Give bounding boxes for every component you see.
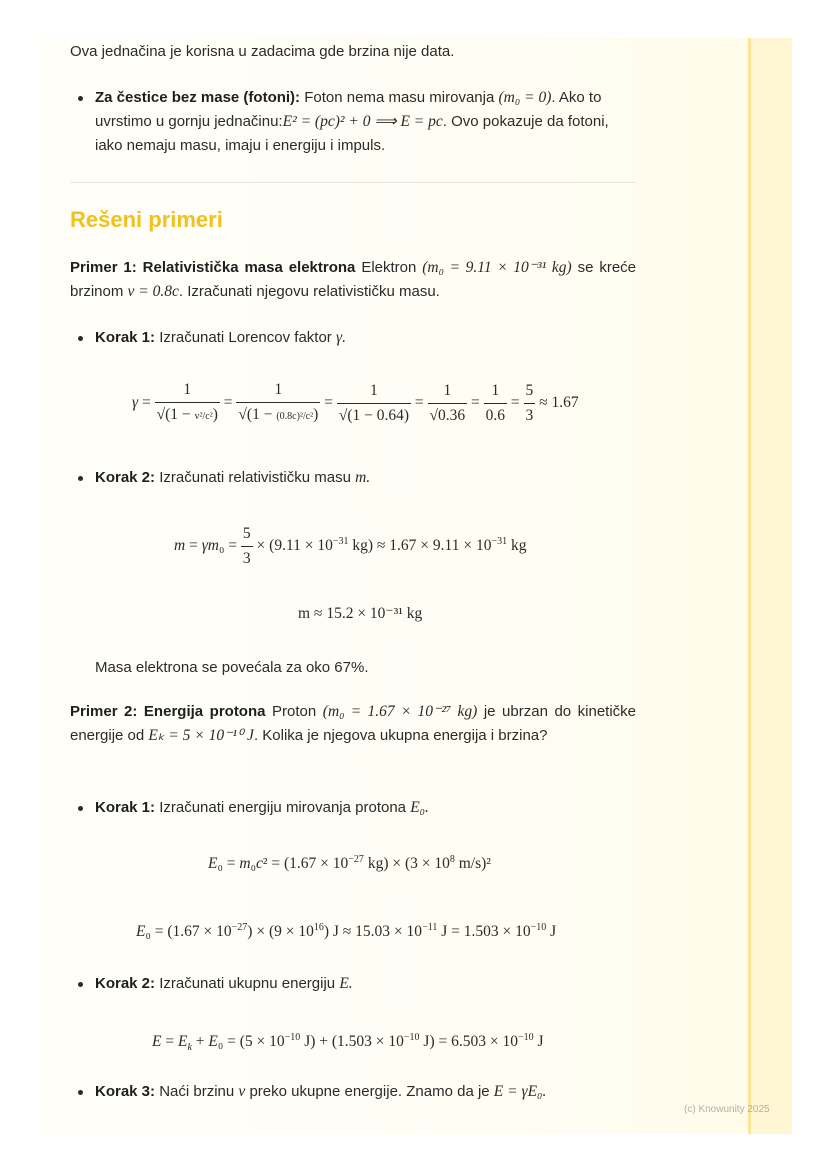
example2-rest-mass: (m₀ = 1.67 × 10⁻²⁷ kg) — [322, 703, 478, 720]
example2-step3-text — [95, 1080, 640, 1104]
example2-title: Primer 2: Energija protona — [70, 703, 266, 720]
step-math-2: E = γE₀. — [493, 1083, 547, 1100]
step-label: Korak 3: — [95, 1083, 156, 1100]
footer-copyright: (c) Knowunity 2025 — [684, 1104, 770, 1115]
example1-conclusion: Masa elektrona se povećala za oko 67%. — [95, 659, 369, 676]
bullet-dot — [78, 96, 83, 101]
example1-step2-text — [95, 466, 640, 490]
example2-kinetic-energy: Eₖ = 5 × 10⁻¹⁰ J — [148, 727, 254, 744]
bullet-photons-text2: . Ako to uvrstimo u gornju jednačinu: — [95, 89, 602, 130]
example1-text2: se kreće brzinom — [70, 259, 637, 300]
total-energy-equation: $E = E_k + E_0 = (5 \times 10^{-10}$ $J) + (1.503 \times 10^{-10}$ $J) = 6.503 \times 10^{-10}$ J — [152, 1032, 544, 1054]
rest-energy-equation: $E_0 = m_0c^2 = (1.67 \times 10^{-27}$ $kg) \times (3 \times 10^8$ m/s)² — [208, 854, 491, 873]
relativistic-mass-equation: m = γm₀ = $\frac{5}{3}$ × ($9.11 \times 10^{-31}$ $kg) \approx 1.67 \times 9.11 \times 10^{-31}$ kg — [174, 522, 526, 571]
example2-step2-text — [95, 972, 640, 996]
photon-energy-math: E² = (pc)² + 0 ⟹ E = pc — [282, 113, 443, 130]
example1-title: Primer 1: Relativistička masa elektrona — [70, 259, 356, 276]
lorentz-factor-equation: γ = $\frac{1}{\text{√(1 − v²/c²)}}$ = $\frac{1}{\text{√(1 − (0.8c)²/c²)}}$ = $\frac{1}{√(1 - 0.64)}$ = $\frac{1}{√0.36}$ = $\frac{1}{0.6}$ = $\frac{5}{3}$ ≈ 1.67 — [132, 378, 579, 429]
step-description: Izračunati Lorencov faktor — [159, 329, 332, 346]
step-description-2: preko ukupne energije. Znamo da je — [249, 1083, 490, 1100]
right-margin-line — [748, 38, 751, 1134]
bullet-photons-text — [95, 86, 640, 158]
intro-line: Ova jednačina je korisna u zadacima gde brzina nije data. — [70, 43, 455, 60]
bullet-photons-text1: Foton nema masu mirovanja — [304, 89, 495, 106]
example1-step1-text — [95, 326, 640, 350]
example2-step1-text — [95, 796, 640, 820]
photon-rest-mass-math: (m₀ = 0) — [498, 89, 552, 106]
step-label: Korak 2: — [95, 975, 156, 992]
bullet-dot — [78, 336, 83, 341]
example1-velocity: v = 0.8c — [127, 283, 179, 300]
example1-text1: Elektron — [361, 259, 417, 276]
right-margin-band — [748, 38, 792, 1134]
example2-text1: Proton — [272, 703, 317, 720]
example1-text3: . Izračunati njegovu relativističku masu. — [178, 283, 440, 300]
step-description: Naći brzinu — [159, 1083, 235, 1100]
bullet-photons-text3: . Ovo pokazuje da fotoni, iako nemaju masu, imaju i energiju i impuls. — [95, 113, 609, 154]
step-description: Izračunati ukupnu energiju — [159, 975, 336, 992]
example2-statement — [70, 700, 636, 748]
step-math: v — [238, 1083, 246, 1100]
bullet-dot — [78, 1090, 83, 1095]
rest-energy-result: $E_0 = (1.67 \times 10^{-27}) \times (9 \times 10^{16})$ $J \approx 15.03 \times 10^{-11}$ $J = 1.503 \times 10^{-10}$ J — [136, 922, 557, 941]
step-label: Korak 2: — [95, 469, 156, 486]
bullet-dot — [78, 476, 83, 481]
step-math: γ. — [335, 329, 346, 346]
bullet-dot — [78, 806, 83, 811]
step-math: E. — [339, 975, 353, 992]
example2-text2: je ubrzan do kinetičke energije od — [70, 703, 637, 744]
step-label: Korak 1: — [95, 329, 156, 346]
step-math: m. — [355, 469, 371, 486]
section-divider — [70, 182, 636, 183]
page-sheet — [40, 38, 792, 1134]
bullet-dot — [78, 982, 83, 987]
step-description: Izračunati energiju mirovanja protona — [159, 799, 407, 816]
relativistic-mass-result: m ≈ 15.2 × 10⁻³¹ kg — [298, 605, 423, 622]
example2-text3: . Kolika je njegova ukupna energija i brzina? — [253, 727, 548, 744]
step-description: Izračunati relativističku masu — [159, 469, 351, 486]
step-math: E₀. — [410, 799, 429, 816]
example1-rest-mass: (m₀ = 9.11 × 10⁻³¹ kg) — [422, 259, 572, 276]
bullet-photons-label: Za čestice bez mase (fotoni): — [95, 89, 301, 106]
step-label: Korak 1: — [95, 799, 156, 816]
section-title: Rešeni primeri — [70, 207, 223, 232]
example1-statement — [70, 256, 636, 304]
